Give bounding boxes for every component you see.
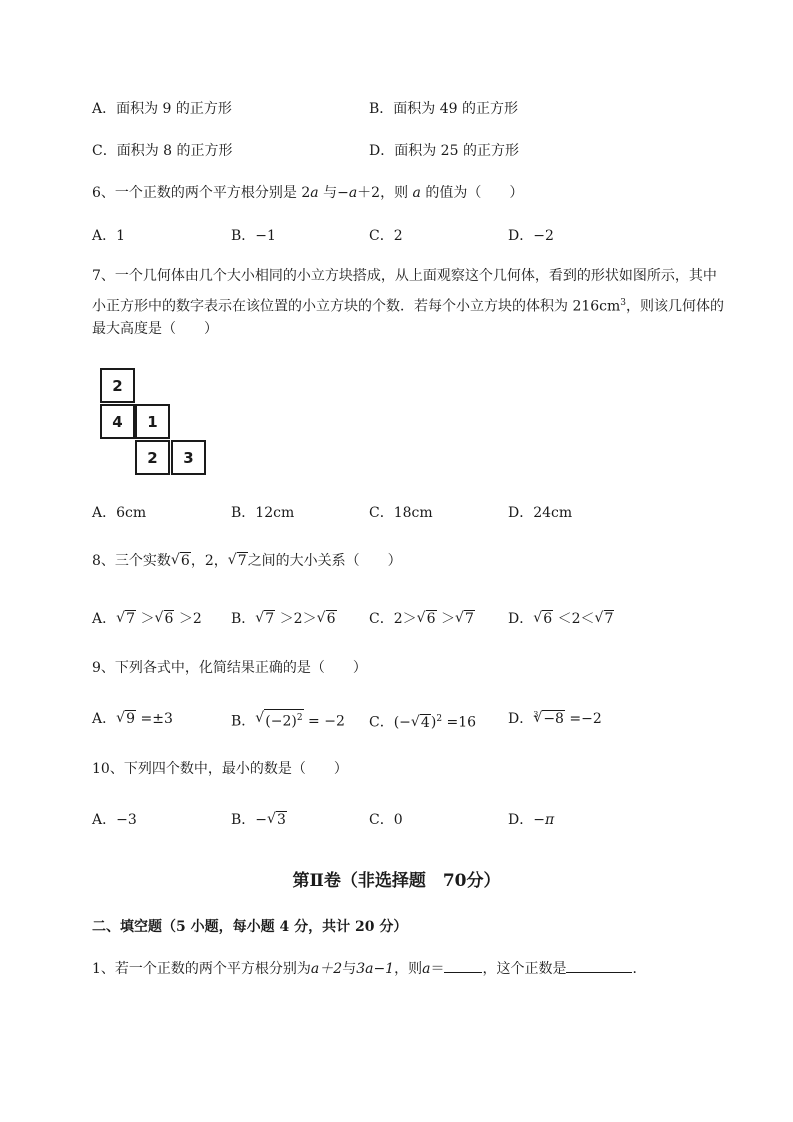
cube-root-symbol — [534, 709, 565, 729]
sqrt-symbol — [156, 609, 175, 629]
q10-option-c: C．0 — [369, 812, 403, 828]
answer-blank-2[interactable] — [566, 958, 632, 973]
sqrt-symbol — [418, 609, 437, 629]
operator: ＞2＞ — [275, 611, 317, 627]
fill1-expression: a＋2 — [310, 961, 343, 977]
q8-option-c — [369, 609, 475, 629]
operator: =−2 — [564, 711, 602, 727]
q7-option-a: A．6cm — [92, 505, 147, 521]
operator: 2＞ — [393, 611, 417, 627]
fill-question-1 — [92, 958, 646, 979]
radicand: 6 — [164, 611, 174, 627]
radicand: −8 — [543, 711, 564, 727]
operator: =±3 — [136, 711, 173, 727]
option-label: D． — [508, 711, 534, 727]
q6-text: ＋2，则 — [357, 185, 413, 201]
q9-option-a — [92, 709, 173, 729]
sqrt-symbol — [596, 609, 615, 629]
q7-text: 小正方形中的数字表示在该位置的小立方块的个数．若每个小立方块的体积为 216cm — [92, 298, 621, 315]
radicand: 6 — [326, 611, 336, 627]
q6-option-b: B．−1 — [231, 228, 276, 244]
option-label: C． — [369, 611, 394, 627]
q7-text: ，则该几何体的 — [626, 298, 725, 315]
q6-option-d: D．−2 — [508, 228, 554, 244]
radicand: (−2) — [265, 713, 297, 730]
section-2-heading: 二、填空题（5 小题，每小题 4 分，共计 20 分） — [92, 919, 408, 935]
option-label: A． — [92, 711, 117, 727]
sqrt-symbol — [256, 609, 275, 629]
question-8 — [92, 551, 402, 571]
q6-text: 与− — [318, 185, 349, 201]
question-7-line-3: 最大高度是（ ） — [92, 321, 218, 337]
q8-option-d — [508, 609, 614, 629]
radicand: 9 — [126, 711, 136, 727]
option-label: C． — [369, 714, 394, 731]
fill1-expression: 3a−1 — [356, 961, 395, 977]
fill1-text: ，则 — [394, 961, 423, 977]
fill1-text: 1、若一个正数的两个平方根分别为 — [92, 961, 311, 977]
q6-option-a: A．1 — [92, 228, 126, 244]
operator: = −2 — [303, 713, 345, 730]
option-label: B．− — [231, 812, 268, 828]
q6-var: a — [412, 185, 421, 201]
q6-option-c: C．2 — [369, 228, 403, 244]
q8-option-a — [92, 609, 202, 629]
grid-cell: 2 — [100, 368, 135, 403]
option-label: B． — [231, 611, 256, 627]
q10-option-d — [508, 810, 554, 830]
fill1-text: 与 — [342, 961, 357, 977]
radicand: 7 — [465, 611, 474, 627]
radicand: 4 — [420, 714, 430, 731]
q10-option-a: A．−3 — [92, 812, 137, 828]
q7-option-d: D．24cm — [508, 505, 573, 521]
q5-option-c: C．面积为 8 的正方形 — [92, 143, 233, 159]
exponent: 2 — [436, 714, 443, 724]
sqrt-symbol — [412, 713, 431, 733]
radicand: 7 — [237, 553, 247, 569]
q9-option-d — [508, 709, 602, 731]
option-label: D．− — [508, 812, 545, 828]
sqrt-symbol — [117, 709, 136, 729]
operator: =16 — [442, 714, 477, 731]
operator: (− — [393, 714, 411, 731]
q9-option-c — [369, 709, 476, 733]
answer-blank-1[interactable] — [444, 958, 482, 973]
question-7-line-2 — [92, 293, 724, 317]
q6-text: 的值为（ ） — [420, 185, 524, 201]
exponent: 2 — [296, 713, 303, 723]
q6-var: a — [348, 185, 358, 201]
root-index: 3 — [533, 710, 539, 719]
operator: ) — [430, 714, 437, 731]
q7-option-c: C．18cm — [369, 505, 433, 521]
grid-cell: 2 — [135, 440, 170, 475]
q8-text: 8、三个实数 — [92, 553, 171, 569]
question-10: 10、下列四个数中，最小的数是（ ） — [92, 761, 348, 777]
q8-option-b — [231, 609, 337, 629]
q5-option-b: B．面积为 49 的正方形 — [369, 101, 519, 117]
sqrt-symbol — [534, 609, 553, 629]
q7-superscript: 3 — [620, 298, 627, 308]
q8-text: 之间的大小关系（ ） — [247, 553, 402, 569]
option-label: D． — [508, 611, 534, 627]
radicand: 7 — [126, 611, 136, 627]
q6-text: 6、一个正数的两个平方根分别是 2 — [92, 185, 311, 201]
q6-var: a — [310, 185, 319, 201]
radicand: 6 — [426, 611, 436, 627]
grid-cell: 4 — [100, 404, 135, 439]
fill1-text: ． — [632, 961, 647, 977]
radicand: 6 — [180, 553, 190, 569]
question-9: 9、下列各式中，化简结果正确的是（ ） — [92, 660, 367, 676]
radicand: 7 — [604, 611, 614, 627]
q10-option-b — [231, 810, 287, 830]
part-2-title: 第Ⅱ卷（非选择题 70分） — [292, 871, 501, 891]
grid-cell: 1 — [135, 404, 170, 439]
question-6 — [92, 183, 523, 203]
option-label: A． — [92, 611, 117, 627]
sqrt-symbol — [456, 609, 475, 629]
sqrt-symbol — [318, 609, 337, 629]
q8-text: ，2， — [190, 553, 228, 569]
fill1-text: ＝ — [430, 961, 445, 977]
q9-option-b — [231, 709, 345, 732]
q5-option-a: A．面积为 9 的正方形 — [92, 101, 232, 117]
sqrt-symbol — [229, 551, 248, 571]
question-7-line-1: 7、一个几何体由几个大小相同的小立方块搭成，从上面观察这个几何体，看到的形状如图所示，其中 — [92, 268, 717, 284]
option-label: B． — [231, 713, 256, 730]
q5-option-d: D．面积为 25 的正方形 — [369, 143, 519, 159]
sqrt-symbol — [268, 810, 287, 830]
radicand: 7 — [265, 611, 275, 627]
fill1-var: a — [422, 961, 431, 977]
sqrt-symbol — [117, 609, 136, 629]
sqrt-symbol — [256, 709, 303, 732]
operator: ＜2＜ — [553, 611, 595, 627]
operator: ＞2 — [174, 611, 202, 627]
sqrt-symbol — [172, 551, 191, 571]
operator: ＞ — [136, 611, 155, 627]
q7-option-b: B．12cm — [231, 505, 295, 521]
pi-symbol: π — [544, 812, 555, 828]
radicand: 3 — [277, 812, 286, 828]
fill1-text: ，这个正数是 — [482, 961, 567, 977]
operator: ＞ — [436, 611, 456, 627]
radicand: 6 — [543, 611, 553, 627]
grid-cell: 3 — [171, 440, 206, 475]
